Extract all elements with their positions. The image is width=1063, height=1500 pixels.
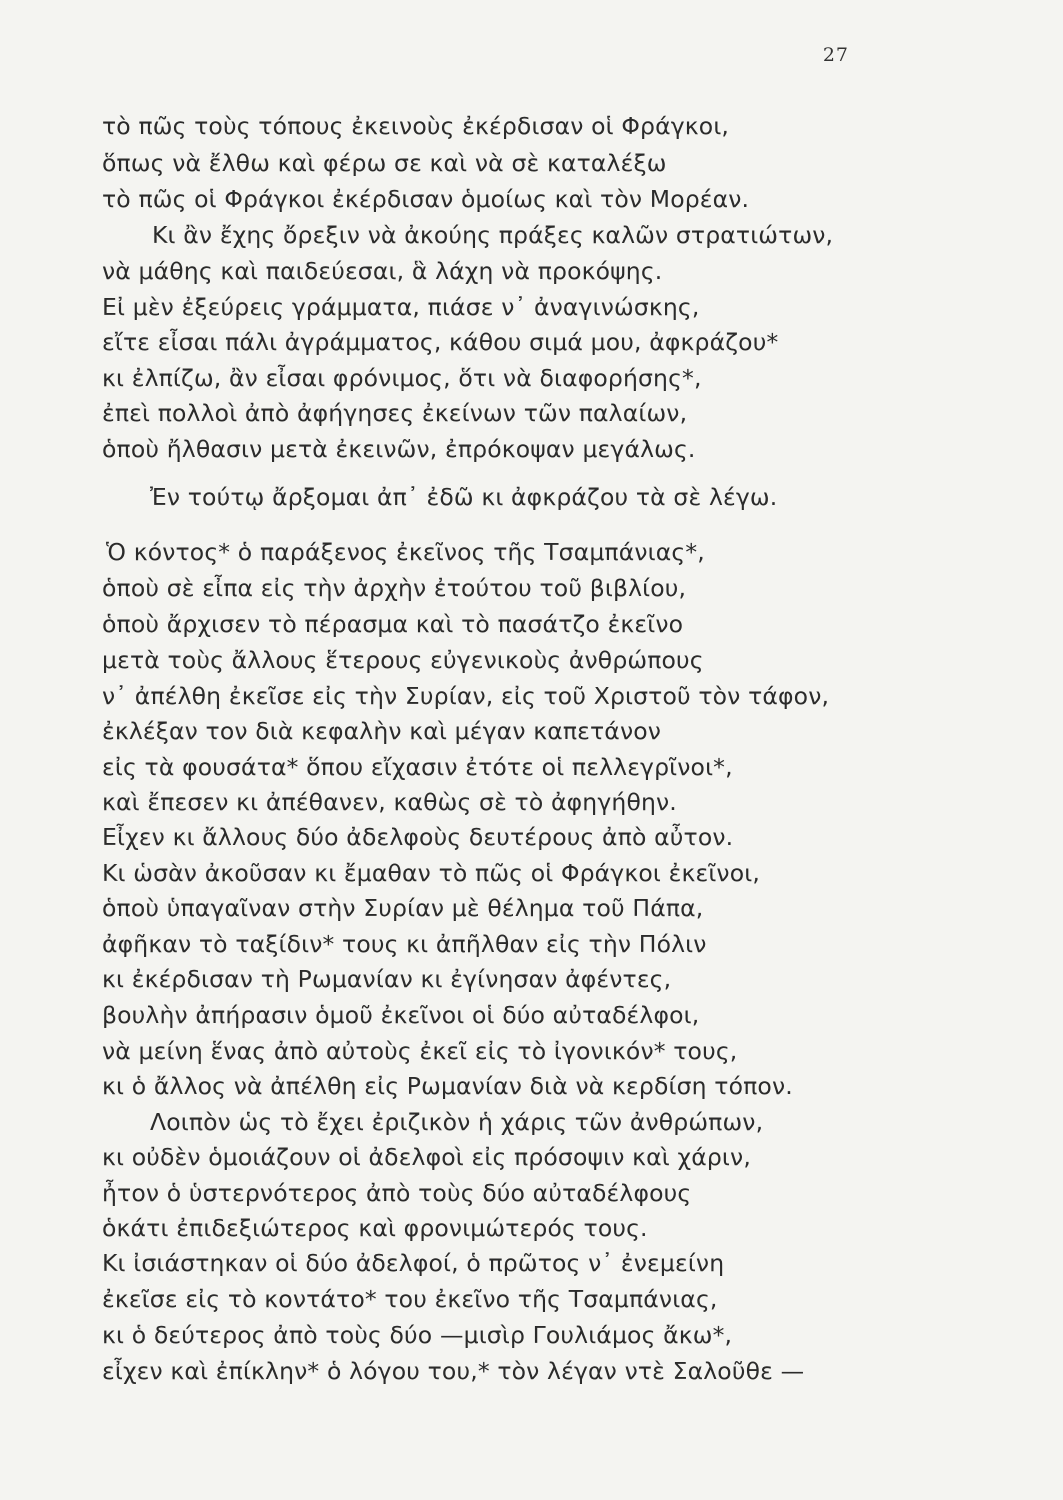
text-line: ὁποὺ ἤλθασιν μετὰ ἐκεινῶν, ἐπρόκοψαν μεγάλως.	[102, 435, 696, 463]
text-line: μετὰ τοὺς ἄλλους ἕτερους εὐγενικοὺς ἀνθρώπους	[102, 646, 704, 674]
text-line: ἐκλέξαν τον διὰ κεφαλὴν καὶ μέγαν καπετάνον	[102, 717, 662, 745]
text-line: ἦτον ὁ ὑστερνότερος ἀπὸ τοὺς δύο αὐταδέλφους	[102, 1179, 692, 1207]
page-number: 27	[822, 44, 849, 66]
text-line: ὁποὺ σὲ εἶπα εἰς τὴν ἀρχὴν ἐτούτου τοῦ βιβλίου,	[102, 574, 687, 602]
text-line: ν᾿ ἀπέλθη ἐκεῖσε εἰς τὴν Συρίαν, εἰς τοῦ Χριστοῦ τὸν τάφον,	[102, 682, 830, 710]
text-line: κι ἐλπίζω, ἂν εἶσαι φρόνιμος, ὅτι νὰ διαφορήσης*,	[102, 364, 702, 392]
text-line: Κι ἂν ἔχης ὄρεξιν νὰ ἀκούης πράξες καλῶν στρατιώτων,	[152, 221, 834, 249]
text-line: ὁποὺ ἄρχισεν τὸ πέρασμα καὶ τὸ πασάτζο ἐκεῖνο	[102, 610, 684, 638]
text-line: εἴτε εἶσαι πάλι ἀγράμματος, κάθου σιμά μου, ἀφκράζου*	[102, 328, 779, 356]
text-line: κι ὁ ἄλλος νὰ ἀπέλθη εἰς Ρωμανίαν διὰ νὰ κερδίση τόπον.	[102, 1072, 793, 1100]
text-line: εἰς τὰ φουσάτα* ὅπου εἴχασιν ἐτότε οἱ πελλεγρῖνοι*,	[102, 753, 733, 781]
text-line: ὁποὺ ὑπαγαῖναν στὴν Συρίαν μὲ θέλημα τοῦ Πάπα,	[102, 894, 704, 922]
text-line: Κι ὡσὰν ἀκοῦσαν κι ἔμαθαν τὸ πῶς οἱ Φράγκοι ἐκεῖνοι,	[102, 859, 760, 887]
text-line: κι ὁ δεύτερος ἀπὸ τοὺς δύο —μισὶρ Γουλιάμος ἄκω*,	[102, 1321, 733, 1349]
text-line: Εἶχεν κι ἄλλους δύο ἀδελφοὺς δευτέρους ἀπὸ αὖτον.	[102, 823, 734, 851]
text-line: Κι ἰσιάστηκαν οἱ δύο ἀδελφοί, ὁ πρῶτος ν᾿ ἐνεμείνη	[102, 1249, 725, 1277]
text-line: νὰ μάθης καὶ παιδεύεσαι, ἃ λάχη νὰ προκόψης.	[102, 257, 663, 285]
text-line: βουλὴν ἀπήρασιν ὁμοῦ ἐκεῖνοι οἱ δύο αὐταδέλφοι,	[102, 1001, 700, 1029]
text-line: ὁκάτι ἐπιδεξιώτερος καὶ φρονιμώτερός τους.	[102, 1214, 648, 1242]
text-line: τὸ πῶς τοὺς τόπους ἐκεινοὺς ἐκέρδισαν οἱ Φράγκοι,	[102, 112, 730, 140]
text-line: εἶχεν καὶ ἐπίκλην* ὁ λόγου του,* τὸν λέγαν ντὲ Σαλοῦθε —	[102, 1357, 805, 1385]
text-line: ἐκεῖσε εἰς τὸ κοντάτο* του ἐκεῖνο τῆς Τσαμπάνιας,	[102, 1285, 718, 1313]
text-line: καὶ ἔπεσεν κι ἀπέθανεν, καθὼς σὲ τὸ ἀφηγήθην.	[102, 788, 677, 816]
text-line: ὅπως νὰ ἔλθω καὶ φέρω σε καὶ νὰ σὲ καταλέξω	[102, 149, 667, 177]
text-line: κι οὐδὲν ὁμοιάζουν οἱ ἀδελφοὶ εἰς πρόσοψιν καὶ χάριν,	[102, 1143, 751, 1171]
text-line: Λοιπὸν ὡς τὸ ἔχει ἐριζικὸν ἡ χάρις τῶν ἀνθρώπων,	[150, 1108, 764, 1136]
text-line: ἐπεὶ πολλοὶ ἀπὸ ἀφήγησες ἐκείνων τῶν παλαίων,	[102, 399, 688, 427]
text-line: κι ἐκέρδισαν τὴ Ρωμανίαν κι ἐγίνησαν ἀφέντες,	[102, 965, 672, 993]
text-line: ἀφῆκαν τὸ ταξίδιν* τους κι ἀπῆλθαν εἰς τὴν Πόλιν	[102, 930, 707, 958]
text-line: Ἐν τούτῳ ἄρξομαι ἀπ᾿ ἐδῶ κι ἀφκράζου τὰ σὲ λέγω.	[150, 483, 778, 511]
text-line: νὰ μείνη ἕνας ἀπὸ αὐτοὺς ἐκεῖ εἰς τὸ ἰγονικόν* τους,	[102, 1037, 738, 1065]
text-line: Εἰ μὲν ἐξεύρεις γράμματα, πιάσε ν᾿ ἀναγινώσκης,	[102, 293, 700, 321]
text-line: Ὁ κόντος* ὁ παράξενος ἐκεῖνος τῆς Τσαμπάνιας*,	[106, 538, 705, 566]
text-line: τὸ πῶς οἱ Φράγκοι ἐκέρδισαν ὁμοίως καὶ τὸν Μορέαν.	[102, 185, 750, 213]
